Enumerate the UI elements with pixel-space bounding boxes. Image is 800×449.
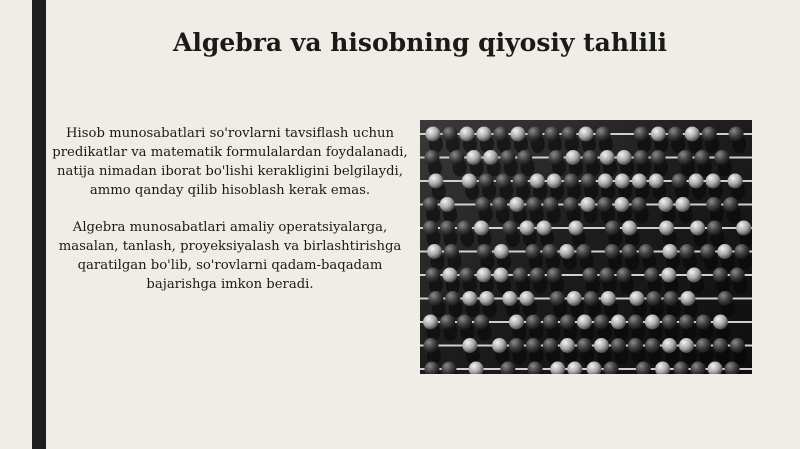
abacus-bead — [475, 197, 490, 212]
abacus-bead — [632, 174, 647, 189]
abacus-image — [420, 120, 752, 374]
abacus-bead — [564, 174, 579, 189]
abacus-bead — [442, 268, 457, 283]
abacus-bead — [577, 338, 592, 353]
abacus-bead — [550, 291, 565, 306]
abacus-bead — [457, 221, 472, 236]
abacus-bead — [668, 127, 683, 142]
abacus-bead — [595, 127, 610, 142]
abacus-bead — [581, 174, 596, 189]
abacus-bead — [629, 291, 644, 306]
abacus-bead — [605, 244, 620, 259]
abacus-bead — [614, 197, 629, 212]
abacus-bead — [599, 268, 614, 283]
abacus-bead — [605, 221, 620, 236]
abacus-bead — [734, 244, 749, 259]
abacus-bead — [622, 221, 637, 236]
abacus-bead — [513, 174, 528, 189]
abacus-bead — [462, 291, 477, 306]
abacus-bead — [560, 315, 575, 330]
abacus-bead — [730, 338, 745, 353]
paragraph-calculus: Hisob munosabatlari so'rovlarni tavsiflash uchun predikatlar va matematik formulalardan foydalanadi, natija nimadan iborat bo'lishi kerakligini belgilaydi, ammo qanday qilib hisoblash kerak emas. — [52, 126, 408, 198]
abacus-bead — [713, 315, 728, 330]
abacus-bead — [449, 150, 464, 165]
abacus-bead — [496, 174, 511, 189]
abacus-bead — [513, 268, 528, 283]
abacus-bead — [694, 150, 709, 165]
abacus-bead — [649, 174, 664, 189]
abacus-bead — [476, 127, 491, 142]
abacus-bead — [444, 244, 459, 259]
abacus-bead — [543, 315, 558, 330]
abacus-bead — [661, 268, 676, 283]
abacus-bead — [696, 315, 711, 330]
abacus-bead — [544, 127, 559, 142]
abacus-bead — [500, 150, 515, 165]
abacus-bead — [427, 244, 442, 259]
abacus-bead — [675, 197, 690, 212]
abacus-bead — [567, 291, 582, 306]
abacus-bead — [702, 127, 717, 142]
abacus-bead — [713, 338, 728, 353]
abacus-bead — [493, 268, 508, 283]
abacus-bead — [594, 338, 609, 353]
abacus-bead — [445, 291, 460, 306]
abacus-bead — [611, 338, 626, 353]
abacus-bead — [680, 291, 695, 306]
abacus-bead — [645, 338, 660, 353]
abacus-bead — [601, 291, 616, 306]
abacus-bead — [509, 315, 524, 330]
abacus-bead — [659, 221, 674, 236]
abacus-bead — [658, 197, 673, 212]
abacus-bead — [662, 244, 677, 259]
abacus-bead — [706, 174, 721, 189]
abacus-bead — [651, 127, 666, 142]
abacus-bead — [494, 244, 509, 259]
abacus-bead — [477, 244, 492, 259]
abacus-bead — [578, 127, 593, 142]
abacus-bead — [476, 268, 491, 283]
abacus-bead — [492, 197, 507, 212]
abacus-bead — [479, 291, 494, 306]
abacus-bead — [474, 315, 489, 330]
paragraph-algebra: Algebra munosabatlari amaliy operatsiyalarga, masalan, tanlash, proyeksiyalash va birlashtirishga qaratilgan bo'lib, so'rovlarni qadam-baqadam bajarishga imkon beradi. — [58, 220, 402, 292]
abacus-bead — [530, 268, 545, 283]
abacus-bead — [543, 338, 558, 353]
abacus-bead — [687, 268, 702, 283]
abacus-bead — [646, 291, 661, 306]
abacus-bead — [425, 127, 440, 142]
abacus-bead — [582, 268, 597, 283]
abacus-bead — [549, 150, 564, 165]
abacus-bead — [616, 268, 631, 283]
abacus-bead — [442, 127, 457, 142]
abacus-bead — [645, 315, 660, 330]
abacus-bead — [576, 244, 591, 259]
abacus-bead — [577, 315, 592, 330]
abacus-bead — [440, 315, 455, 330]
abacus-bead — [717, 244, 732, 259]
abacus-bead — [628, 338, 643, 353]
abacus-bead — [628, 315, 643, 330]
abacus-bead — [583, 150, 598, 165]
abacus-bead — [560, 338, 575, 353]
abacus-bead — [423, 197, 438, 212]
abacus-bead — [677, 150, 692, 165]
abacus-bead — [662, 315, 677, 330]
abacus-bead — [617, 150, 632, 165]
abacus-bead — [689, 174, 704, 189]
abacus-bead — [466, 150, 481, 165]
abacus-bead — [474, 221, 489, 236]
abacus-bead — [597, 197, 612, 212]
abacus-bead — [707, 221, 722, 236]
abacus-bead — [685, 127, 700, 142]
abacus-bead — [622, 244, 637, 259]
left-accent-bar — [32, 0, 46, 449]
abacus-bead — [509, 197, 524, 212]
abacus-bead — [483, 150, 498, 165]
abacus-bead — [479, 174, 494, 189]
abacus-bead — [440, 221, 455, 236]
abacus-bead — [728, 174, 743, 189]
slide-body — [52, 124, 408, 312]
abacus-bead — [526, 338, 541, 353]
abacus-bead — [543, 197, 558, 212]
abacus-bead — [457, 315, 472, 330]
abacus-bead — [584, 291, 599, 306]
abacus-bead — [561, 127, 576, 142]
abacus-bead — [425, 268, 440, 283]
abacus-bead — [563, 197, 578, 212]
abacus-bead — [510, 127, 525, 142]
abacus-bead — [662, 338, 677, 353]
abacus-bead — [729, 127, 744, 142]
slide-title: Algebra va hisobning qiyosiy tahlili — [172, 28, 668, 57]
abacus-bead — [631, 197, 646, 212]
abacus-bead — [527, 127, 542, 142]
abacus-bead — [679, 315, 694, 330]
abacus-bead — [700, 244, 715, 259]
abacus-bead — [428, 174, 443, 189]
abacus-bead — [526, 197, 541, 212]
abacus-bead — [706, 197, 721, 212]
abacus-bead — [423, 315, 438, 330]
abacus-bead — [559, 244, 574, 259]
abacus-bead — [566, 150, 581, 165]
abacus-bead — [526, 315, 541, 330]
abacus-illustration — [420, 120, 752, 374]
abacus-bead — [594, 315, 609, 330]
abacus-bead — [679, 244, 694, 259]
abacus-bead — [639, 244, 654, 259]
abacus-bead — [423, 221, 438, 236]
abacus-bead — [502, 291, 517, 306]
abacus-bead — [615, 174, 630, 189]
abacus-bead — [503, 221, 518, 236]
abacus-bead — [580, 197, 595, 212]
abacus-bead — [718, 291, 733, 306]
abacus-bead — [644, 268, 659, 283]
abacus-bead — [696, 338, 711, 353]
abacus-bead — [651, 150, 666, 165]
abacus-bead — [714, 150, 729, 165]
abacus-bead — [424, 338, 439, 353]
abacus-bead — [424, 150, 439, 165]
abacus-bead — [440, 197, 455, 212]
abacus-bead — [679, 338, 694, 353]
abacus-bead — [547, 268, 562, 283]
abacus-bead — [517, 150, 532, 165]
abacus-bead — [462, 174, 477, 189]
abacus-bead — [568, 221, 583, 236]
abacus-bead — [525, 244, 540, 259]
abacus-bead — [600, 150, 615, 165]
abacus-bead — [537, 221, 552, 236]
abacus-bead — [663, 291, 678, 306]
abacus-bead — [730, 268, 745, 283]
abacus-bead — [509, 338, 524, 353]
abacus-bead — [736, 221, 751, 236]
abacus-bead — [428, 291, 443, 306]
abacus-bead — [520, 221, 535, 236]
abacus-bead — [492, 338, 507, 353]
abacus-bead — [519, 291, 534, 306]
abacus-bead — [459, 127, 474, 142]
abacus-bead — [634, 150, 649, 165]
abacus-bead — [493, 127, 508, 142]
abacus-bead — [462, 338, 477, 353]
abacus-bead — [634, 127, 649, 142]
abacus-bead — [723, 197, 738, 212]
abacus-bead — [530, 174, 545, 189]
abacus-bead — [459, 268, 474, 283]
abacus-bead — [690, 221, 705, 236]
abacus-bead — [672, 174, 687, 189]
abacus-bead — [713, 268, 728, 283]
abacus-bead — [542, 244, 557, 259]
abacus-bead — [598, 174, 613, 189]
abacus-bead — [611, 315, 626, 330]
abacus-bead — [547, 174, 562, 189]
